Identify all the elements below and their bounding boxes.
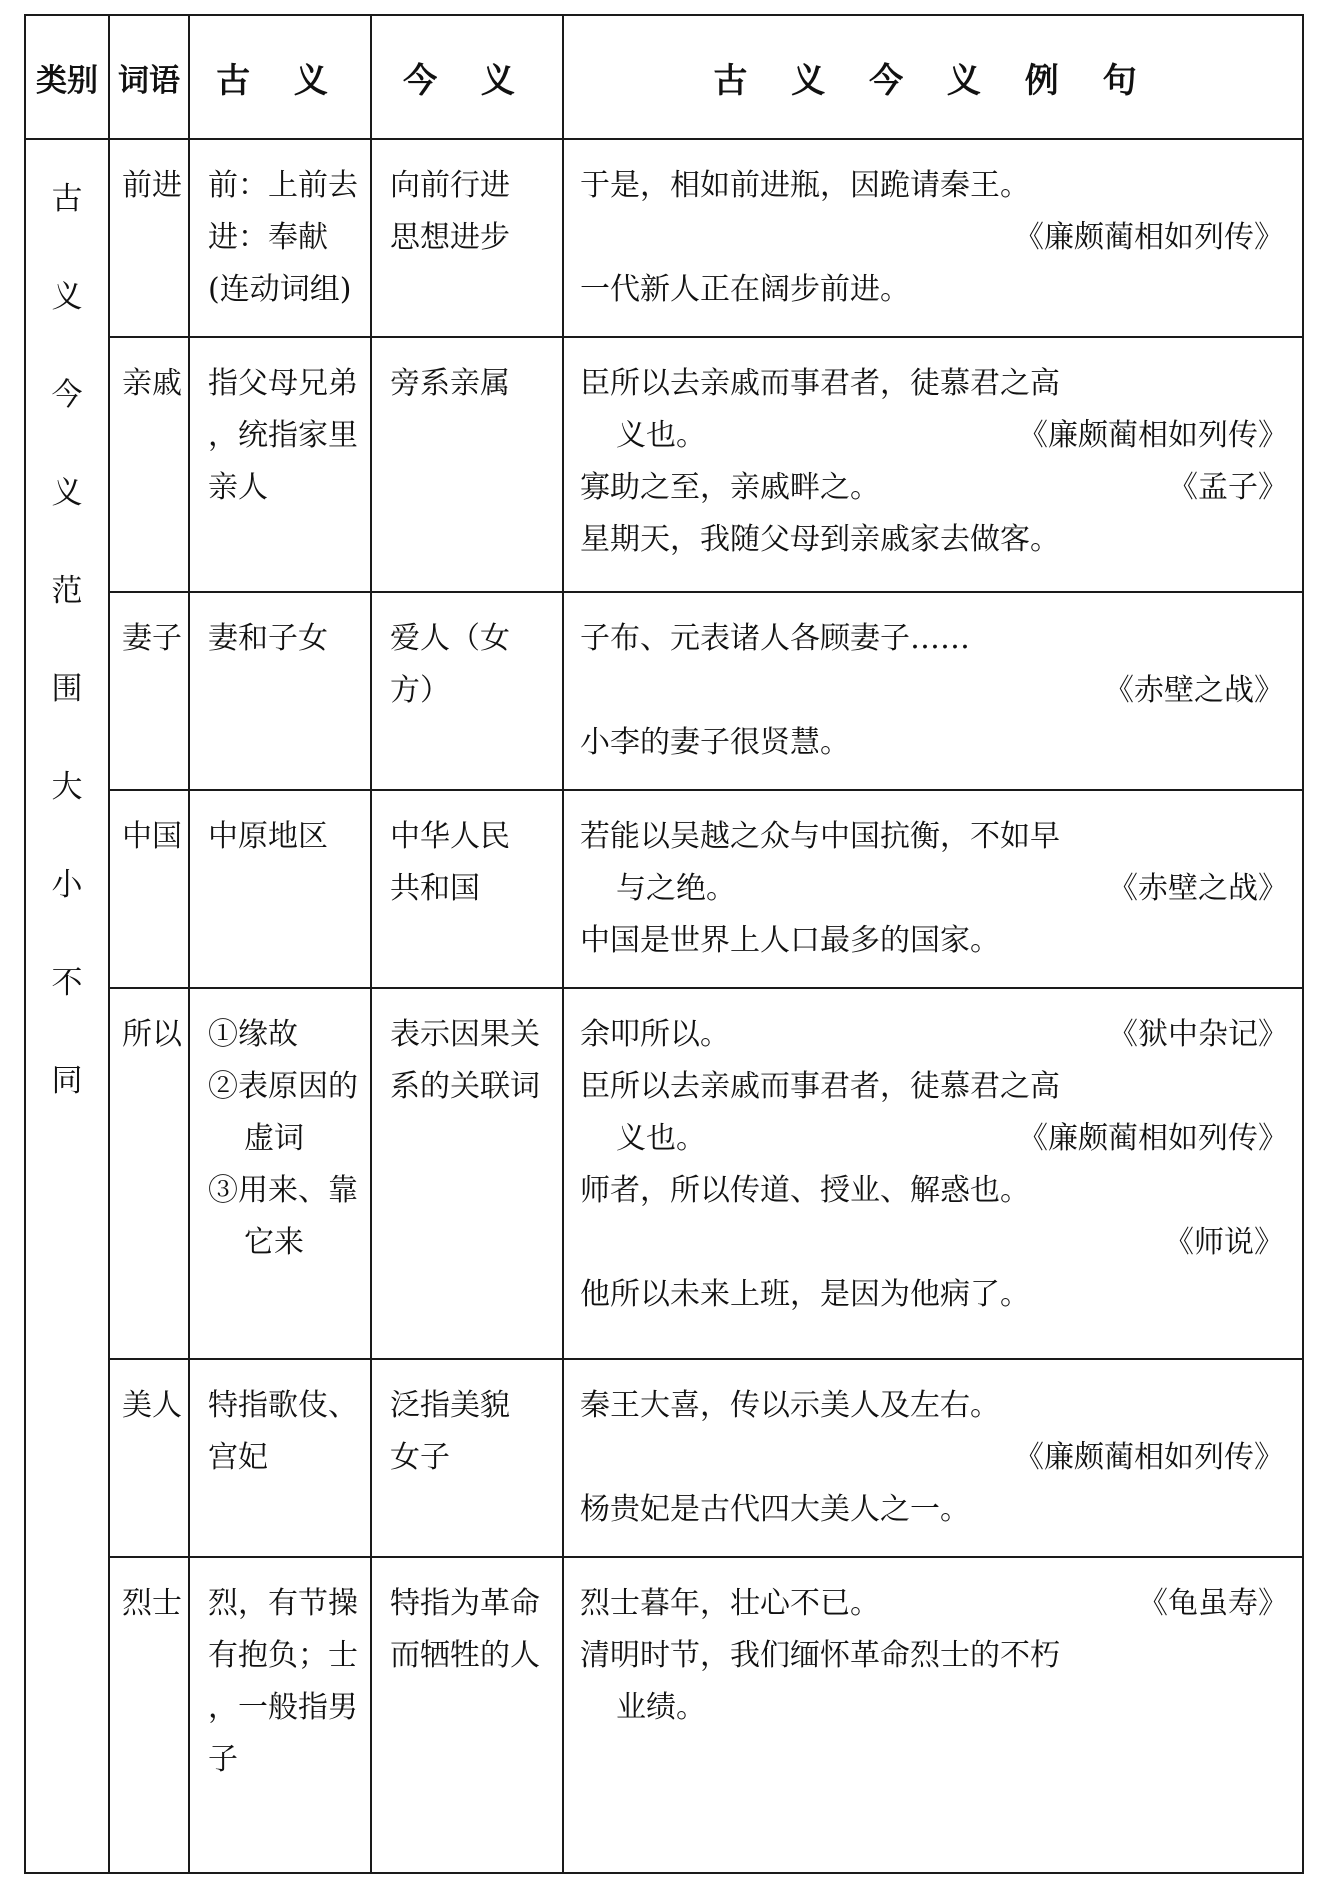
example-line xyxy=(580,863,1288,915)
new-meaning-cell xyxy=(371,139,563,337)
old-meaning-cell xyxy=(189,592,371,790)
example-text: 烈士暮年，壮心不已。 xyxy=(580,1586,880,1622)
example-text: 清明时节，我们缅怀革命烈士的不朽 xyxy=(580,1638,1060,1674)
new-meaning-text: 向前行进 思想进步 xyxy=(390,168,510,255)
example-text: 义也。 xyxy=(616,1121,706,1157)
new-meaning-text: 特指为革命 而牺牲的人 xyxy=(390,1586,540,1674)
example-source: 《廉颇蔺相如列传》 xyxy=(1018,1121,1288,1157)
old-meaning-text: 烈，有节操 有抱负；士 ，一般指男 子 xyxy=(208,1586,358,1778)
example-text: 杨贵妃是古代四大美人之一。 xyxy=(580,1492,970,1528)
examples-list xyxy=(564,1558,1302,1734)
example-text: 他所以未来上班，是因为他病了。 xyxy=(580,1277,1030,1313)
old-meaning-cell xyxy=(189,1557,371,1873)
example-text: 中国是世界上人口最多的国家。 xyxy=(580,923,1000,959)
new-meaning-cell xyxy=(371,592,563,790)
table-body xyxy=(25,139,1303,1873)
old-meaning-text: 特指歌伎、 宫妃 xyxy=(208,1388,358,1476)
new-meaning-cell xyxy=(371,988,563,1359)
old-meaning-cell xyxy=(189,988,371,1359)
examples-list xyxy=(564,1360,1302,1536)
category-char: 范 xyxy=(51,573,83,609)
new-meaning-text: 旁系亲属 xyxy=(390,365,510,401)
old-meaning-item: ②表原因的 xyxy=(208,1069,358,1105)
example-source: 《廉颇蔺相如列传》 xyxy=(1014,1440,1284,1476)
examples-cell xyxy=(563,139,1303,337)
old-meaning-text: 指父母兄弟 ，统指家里 亲人 xyxy=(208,365,358,505)
category-char: 不 xyxy=(51,965,83,1001)
word-cell xyxy=(109,1359,189,1557)
category-char: 义 xyxy=(51,475,83,511)
example-line xyxy=(580,1113,1288,1165)
new-meaning-cell xyxy=(371,337,563,593)
category-char: 小 xyxy=(51,867,83,903)
example-text: 义也。 xyxy=(616,417,706,453)
header-old-meaning: 古 义 xyxy=(189,15,371,139)
example-line xyxy=(580,1009,1288,1061)
examples-list xyxy=(564,140,1302,316)
example-source: 《赤壁之战》 xyxy=(1104,673,1284,709)
example-source: 《孟子》 xyxy=(1168,469,1288,505)
example-text: 一代新人正在阔步前进。 xyxy=(580,272,910,307)
new-meaning-text: 中华人民 共和国 xyxy=(390,819,510,907)
header-new-meaning: 今 义 xyxy=(371,15,563,139)
example-text: 子布、元表诸人各顾妻子…… xyxy=(580,621,970,657)
word-text: 前进 xyxy=(122,168,182,203)
example-text: 秦王大喜，传以示美人及左右。 xyxy=(580,1388,1000,1424)
vocabulary-table xyxy=(24,14,1304,1874)
example-text: 小李的妻子很贤慧。 xyxy=(580,725,850,761)
examples-list xyxy=(564,989,1302,1321)
example-text: 若能以吴越之众与中国抗衡，不如早 xyxy=(580,819,1060,855)
old-meaning-item-cont: 虚词 xyxy=(244,1121,304,1157)
word-cell xyxy=(109,988,189,1359)
example-line xyxy=(580,462,1288,514)
old-meaning-item: ③用来、靠 xyxy=(208,1173,358,1209)
old-meaning-cell xyxy=(189,337,371,593)
example-text: 臣所以去亲戚而事君者，徒慕君之高 xyxy=(580,1069,1060,1105)
new-meaning-text: 表示因果关 系的关联词 xyxy=(390,1017,540,1105)
examples-list xyxy=(564,593,1302,769)
word-cell xyxy=(109,337,189,593)
new-meaning-text: 爱人（女 方） xyxy=(390,621,510,709)
word-text: 烈士 xyxy=(122,1586,182,1622)
examples-cell xyxy=(563,988,1303,1359)
example-source: 《廉颇蔺相如列传》 xyxy=(1014,220,1284,255)
new-meaning-cell xyxy=(371,790,563,988)
old-meaning-cell xyxy=(189,1359,371,1557)
example-source: 《龟虽寿》 xyxy=(1138,1586,1288,1622)
old-meaning-text xyxy=(190,989,370,1269)
category-char: 围 xyxy=(51,671,83,707)
old-meaning-text: 前：上前去 进：奉献 (连动词组) xyxy=(208,168,358,307)
category-char: 今 xyxy=(51,377,83,413)
word-cell xyxy=(109,790,189,988)
example-line xyxy=(580,410,1288,462)
examples-cell xyxy=(563,337,1303,593)
examples-cell xyxy=(563,790,1303,988)
examples-list xyxy=(564,791,1302,967)
old-meaning-item: ①缘故 xyxy=(208,1017,298,1053)
word-text: 亲戚 xyxy=(122,365,182,401)
table-row xyxy=(25,592,1303,790)
table-row xyxy=(25,139,1303,337)
example-text: 师者，所以传道、授业、解惑也。 xyxy=(580,1173,1030,1209)
example-line xyxy=(580,1578,1288,1630)
examples-cell xyxy=(563,1359,1303,1557)
new-meaning-text: 泛指美貌 女子 xyxy=(390,1388,510,1476)
word-cell xyxy=(109,1557,189,1873)
word-text: 妻子 xyxy=(122,621,182,657)
header-word: 词语 xyxy=(109,15,189,139)
example-text: 于是，相如前进瓶，因跪请秦王。 xyxy=(580,168,1030,203)
word-text: 所以 xyxy=(122,1017,182,1053)
table-row xyxy=(25,988,1303,1359)
examples-cell xyxy=(563,592,1303,790)
table-row xyxy=(25,790,1303,988)
word-cell xyxy=(109,139,189,337)
example-source: 《赤壁之战》 xyxy=(1108,871,1288,907)
example-text: 臣所以去亲戚而事君者，徒慕君之高 xyxy=(580,365,1060,401)
example-text: 业绩。 xyxy=(616,1690,706,1726)
table-row xyxy=(25,1359,1303,1557)
category-char: 大 xyxy=(51,769,83,805)
examples-list xyxy=(564,338,1302,566)
example-source: 《狱中杂记》 xyxy=(1108,1017,1288,1053)
example-source: 《师说》 xyxy=(1164,1225,1284,1261)
word-text: 中国 xyxy=(122,819,182,855)
old-meaning-cell xyxy=(189,790,371,988)
old-meaning-item-cont: 它来 xyxy=(244,1225,304,1261)
old-meaning-cell xyxy=(189,139,371,337)
word-cell xyxy=(109,592,189,790)
word-text: 美人 xyxy=(122,1388,182,1424)
category-label xyxy=(26,140,108,1130)
example-text: 星期天，我随父母到亲戚家去做客。 xyxy=(580,521,1060,557)
examples-cell xyxy=(563,1557,1303,1873)
category-char: 义 xyxy=(51,279,83,315)
header-row xyxy=(25,15,1303,139)
example-source: 《廉颇蔺相如列传》 xyxy=(1018,417,1288,453)
old-meaning-text: 妻和子女 xyxy=(208,621,328,657)
new-meaning-cell xyxy=(371,1359,563,1557)
category-cell xyxy=(25,139,109,1873)
new-meaning-cell xyxy=(371,1557,563,1873)
example-text: 寡助之至，亲戚畔之。 xyxy=(580,469,880,505)
example-text: 与之绝。 xyxy=(616,871,736,907)
category-char: 同 xyxy=(51,1063,83,1099)
old-meaning-text: 中原地区 xyxy=(208,819,328,855)
header-examples: 古 义 今 义 例 句 xyxy=(563,15,1303,139)
category-char: 古 xyxy=(51,181,83,217)
table-row xyxy=(25,1557,1303,1873)
header-category: 类别 xyxy=(25,15,109,139)
table-row xyxy=(25,337,1303,593)
example-text: 余叩所以。 xyxy=(580,1017,730,1053)
